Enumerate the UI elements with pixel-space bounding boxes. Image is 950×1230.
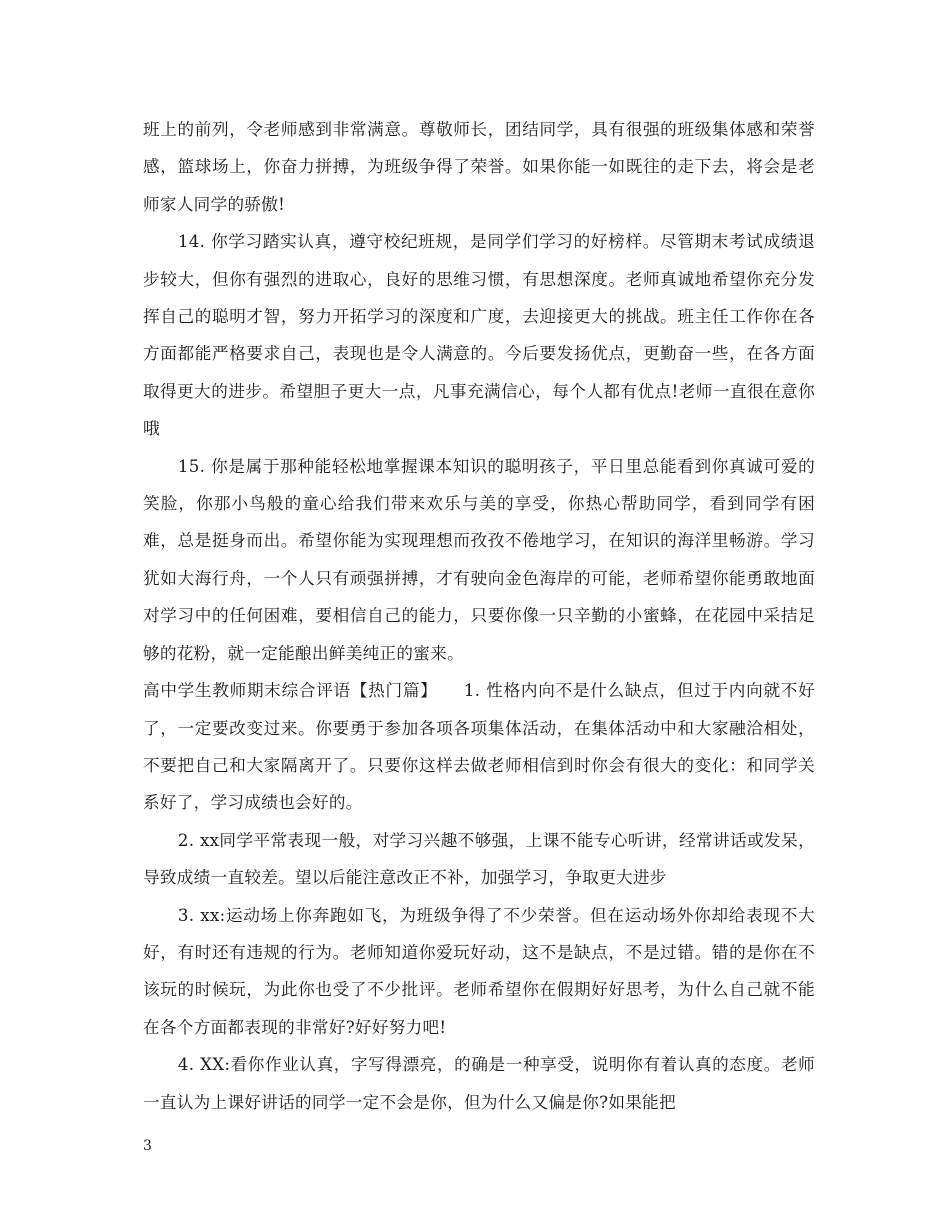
paragraph-7: 4. XX:看你作业认真，字写得漂亮，的确是一种享受，说明你有着认真的态度。老师一直认为上课好讲话的同学一定不会是你，但为什么又偏是你?如果能把 (143, 1055, 815, 1112)
paragraph-6: 3. xx:运动场上你奔跑如飞，为班级争得了不少荣誉。但在运动场外你却给表现不大好，有时还有违规的行为。老师知道你爱玩好动，这不是缺点，不是过错。错的是你在不该玩的时候玩，为此你也受了不少批评。老师希望你在假期好好思考，为什么自己就不能在各个方面都表现的非常好?好好努力吧! (143, 905, 815, 1037)
paragraph-1: 班上的前列，令老师感到非常满意。尊敬师长，团结同学，具有很强的班级集体感和荣誉感，篮球场上，你奋力拼搏，为班级争得了荣誉。如果你能一如既往的走下去，将会是老师家人同学的骄傲! (143, 120, 815, 214)
document-body (143, 111, 815, 1121)
page-number: 3 (143, 1138, 152, 1154)
paragraph-2: 14. 你学习踏实认真，遵守校纪班规，是同学们学习的好榜样。尽管期末考试成绩退步较大，但你有强烈的进取心，良好的思维习惯，有思想深度。老师真诚地希望你充分发挥自己的聪明才智，努力开拓学习的深度和广度，去迎接更大的挑战。班主任工作你在各方面都能严格要求自己，表现也是令人满意的。今后要发扬优点，更勤奋一些，在各方面取得更大的进步。希望胆子更大一点，凡事充满信心，每个人都有优点!老师一直很在意你哦 (143, 232, 815, 439)
paragraph-4: 高中学生教师期末综合评语【热门篇】 1. 性格内向不是什么缺点，但过于内向就不好了，一定要改变过来。你要勇于参加各项各项集体活动，在集体活动中和大家融洽相处，不要把自己和大家隔离开了。只要你这样去做老师相信到时你会有很大的变化：和同学关系好了，学习成绩也会好的。 (143, 681, 815, 813)
paragraph-3: 15. 你是属于那种能轻松地掌握课本知识的聪明孩子，平日里总能看到你真诚可爱的笑脸，你那小鸟般的童心给我们带来欢乐与美的享受，你热心帮助同学，看到同学有困难，总是挺身而出。希望你能为实现理想而孜孜不倦地学习，在知识的海洋里畅游。学习犹如大海行舟，一个人只有顽强拼搏，才有驶向金色海岸的可能，老师希望你能勇敢地面对学习中的任何困难，要相信自己的能力，只要你像一只辛勤的小蜜蜂，在花园中采拮足够的花粉，就一定能酿出鲜美纯正的蜜来。 (143, 456, 815, 663)
paragraph-5: 2. xx同学平常表现一般，对学习兴趣不够强，上课不能专心听讲，经常讲话或发呆，导致成绩一直较差。望以后能注意改正不补，加强学习，争取更大进步 (143, 830, 815, 888)
